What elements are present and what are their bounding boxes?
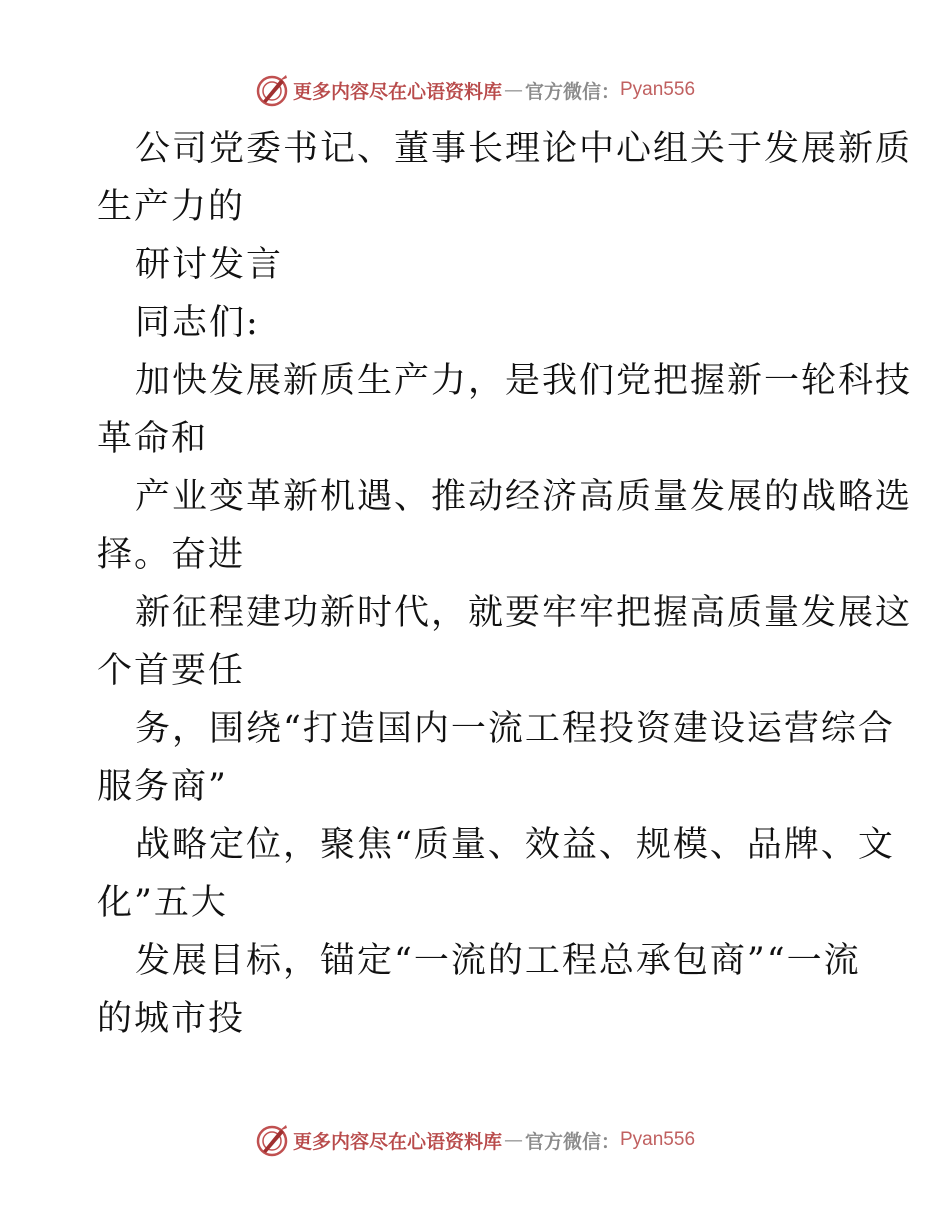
text-line: 同志们: [135, 303, 260, 343]
watermark-wechat-label: 官方微信： [524, 1130, 620, 1153]
text-line: 产业变革新机遇、推动经济高质量发展的战略选 [135, 477, 913, 517]
text-line: 务，围绕“打造国内一流工程投资建设运营综合 [135, 709, 895, 749]
document-body [97, 120, 913, 1048]
text-line: 服务商” [97, 767, 228, 807]
quill-logo-icon [255, 73, 289, 107]
watermark-dash: — [503, 79, 523, 101]
text-line: 化”五大 [97, 883, 228, 923]
text-line: 发展目标，锚定“一流的工程总承包商”“一流 [135, 941, 861, 981]
watermark-wechat-id: Pyan556 [620, 1129, 696, 1150]
text-line: 加快发展新质生产力，是我们党把握新一轮科技 [135, 361, 913, 401]
text-line: 生产力的 [97, 187, 246, 227]
header-watermark [0, 72, 950, 108]
text-line: 个首要任 [97, 651, 246, 691]
text-line: 择。奋进 [97, 535, 246, 575]
text-line: 研讨发言 [135, 245, 284, 285]
watermark-slogan: 更多内容尽在心语资料库 [292, 1130, 502, 1153]
text-line: 战略定位，聚焦“质量、效益、规模、品牌、文 [135, 825, 895, 865]
text-line: 公司党委书记、董事长理论中心组关于发展新质 [135, 129, 913, 169]
watermark-wechat-label: 官方微信： [524, 80, 620, 103]
watermark-wechat-id: Pyan556 [620, 79, 696, 100]
quill-logo-icon [255, 1123, 289, 1157]
text-line: 革命和 [97, 419, 209, 459]
watermark-dash: — [503, 1129, 523, 1151]
text-line: 新征程建功新时代，就要牢牢把握高质量发展这 [135, 593, 913, 633]
footer-watermark [0, 1122, 950, 1158]
text-line: 的城市投 [97, 999, 246, 1039]
watermark-slogan: 更多内容尽在心语资料库 [292, 80, 502, 103]
